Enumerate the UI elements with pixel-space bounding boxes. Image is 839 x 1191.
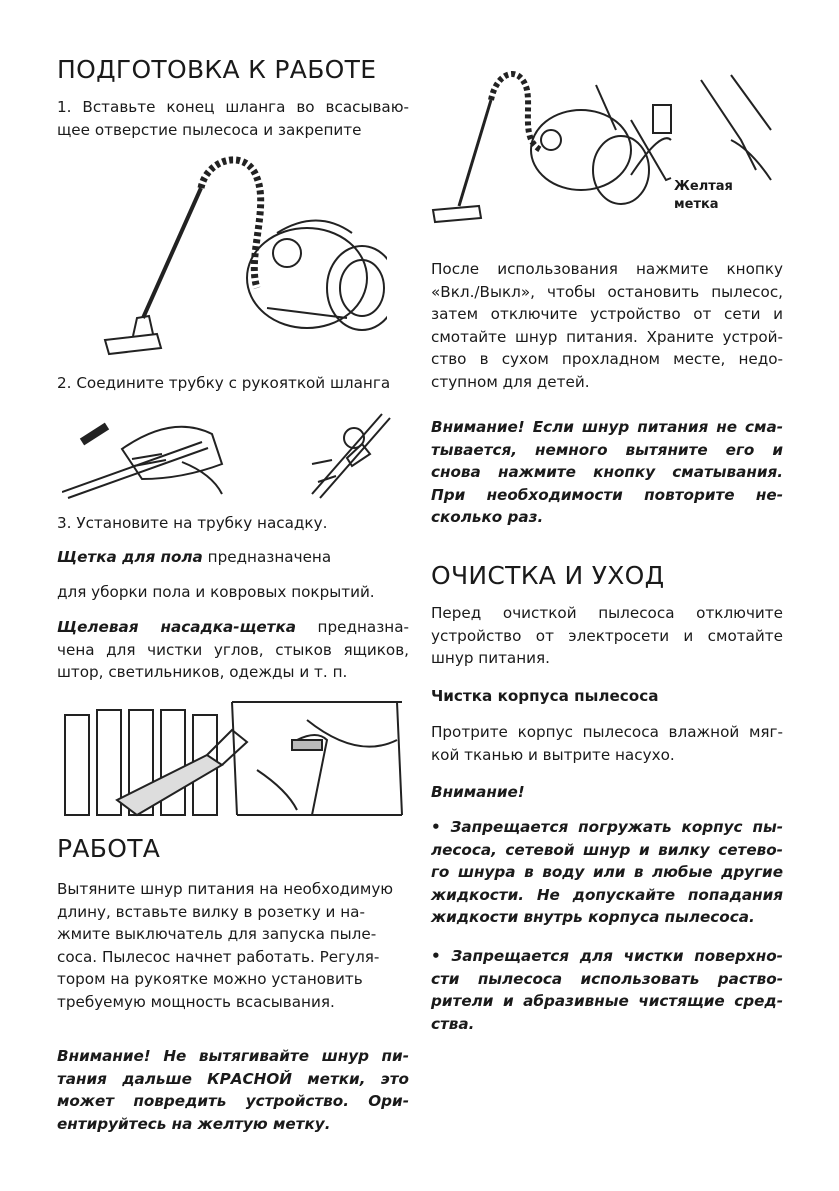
crevice-tool-illustration: [57, 700, 409, 820]
floor-brush-text: предназначена: [202, 548, 332, 566]
step3-text: 3. Установите на трубку насадку.: [57, 514, 328, 532]
figure-label-mark: метка: [674, 197, 719, 212]
after-use-text: После использования нажмите кнопку «Вкл./Выкл», чтобы остановить пылесос, затем отключите устройство от сети и смотайте шнур питания. Храните устрой-ство в сухом прохладном месте, недо-ступном для детей.: [431, 260, 783, 391]
heading-cleaning: ОЧИСТКА И УХОД: [431, 561, 665, 590]
work-text: Вытяните шнур питания на необходимую длину, вставьте вилку в розетку и на-жмите выключатель для запуска пыле-соса. Пылесос начнет работать. Регуля-тором на рукоятке можно установить требуемую мощность всасывания.: [57, 880, 394, 1011]
cord-warning: Внимание! Если шнур питания не сма-тывается, немного вытяните его и снова нажмите кнопку сматывания. При необходимости повторите не-сколько раз.: [431, 418, 783, 527]
floor-brush-text-2: для уборки пола и ковровых покрытий.: [57, 583, 375, 601]
clean-intro: Перед очисткой пылесоса отключите устройство от электросети и смотайте шнур питания.: [431, 604, 783, 668]
floor-brush-term: Щетка для пола: [57, 548, 203, 566]
floor-brush-line: [57, 546, 409, 569]
body-clean-text: Протрите корпус пылесоса влажной мяг-кой тканью и вытрите насухо.: [431, 723, 783, 764]
step1-text: 1. Вставьте конец шланга во всасываю-щее отверстие пылесоса и закрепите: [57, 98, 409, 139]
tube-connection-illustration: [62, 404, 402, 504]
bullet-solvents: • Запрещается для чистки поверхно-сти пылесоса использовать раство-рители и абразивные чистящие сред-ства.: [431, 947, 783, 1033]
crevice-text: предназна-чена для чистки углов, стыков ящиков, штор, светильников, одежды и т. п.: [57, 618, 409, 682]
body-clean-heading: Чистка корпуса пылесоса: [431, 687, 659, 705]
vacuum-hose-illustration: [97, 148, 387, 358]
work-warning: Внимание! Не вытягивайте шнур пи-тания дальше КРАСНОЙ метки, это может повредить устройство. Ори-ентируйтесь на желтую метку.: [57, 1047, 409, 1133]
crevice-term: Щелевая насадка-щетка: [57, 618, 297, 636]
heading-work: РАБОТА: [57, 834, 161, 863]
figure-label-yellow: Желтая: [674, 179, 733, 194]
cord-mark-illustration: [431, 60, 783, 240]
step2-text: 2. Соедините трубку с рукояткой шланга: [57, 374, 391, 392]
crevice-paragraph: [57, 616, 409, 684]
heading-preparation: ПОДГОТОВКА К РАБОТЕ: [57, 55, 377, 84]
attention-label: Внимание!: [431, 783, 525, 801]
bullet-immersion: • Запрещается погружать корпус пы-лесоса, сетевой шнур и вилку сетево-го шнура в воду или в любые другие жидкости. Не допускайте попадания жидкости внутрь корпуса пылесоса.: [431, 818, 783, 927]
